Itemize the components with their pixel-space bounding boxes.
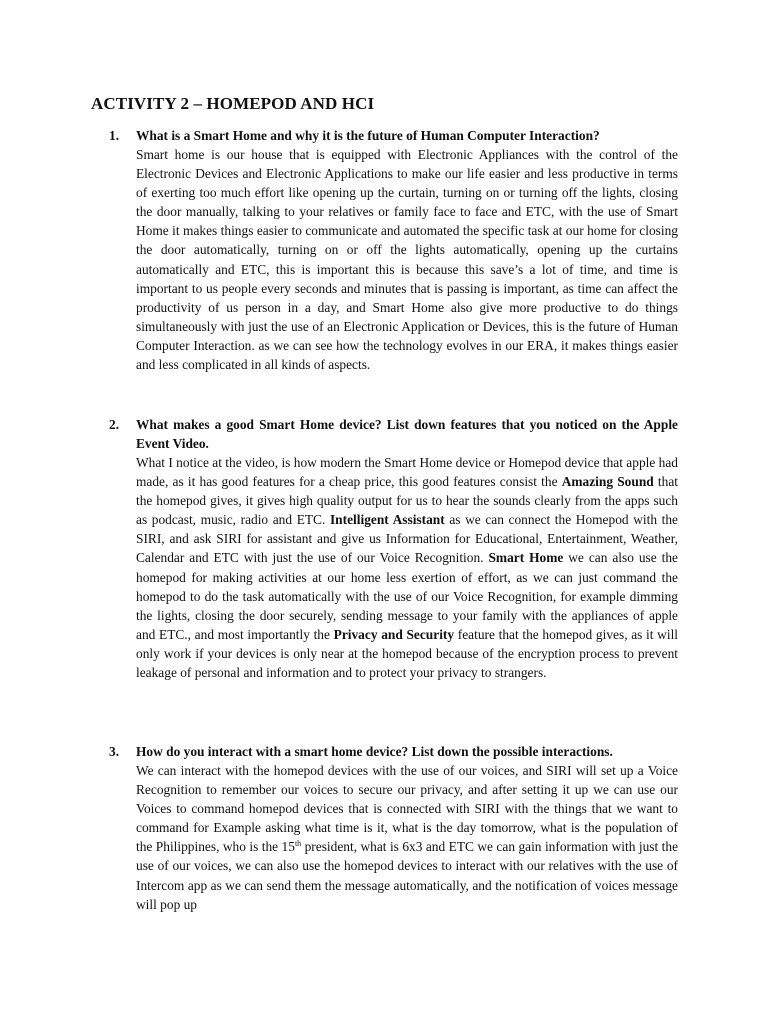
answer-text: feature that the homepod gives, as it will only work if your devices is only near at the homepod because of the encryption process to prevent leakage of personal and information and to protect your privacy to strangers. (136, 626, 679, 681)
question-text: What is a Smart Home and why it is the future of Human Computer Interaction? (136, 128, 600, 143)
answer-text: as we can connect the Homepod with the SIRI, and ask SIRI for assistant and give us Information for Educational, Entertainment, Weather, Calendar and ETC with just the use of our Voice Recognition. (136, 512, 678, 566)
answer-text: president, what is 6x3 and ETC we can gain information with just the use of our voices, we can also use the homepod devices to interact with our relatives with the use of Intercom app as we can send them the message automatically, and the notification of voices message will pop up (136, 839, 679, 912)
answer-text: we can also use the homepod for making activities at our home less exertion of effort, as we can just command the homepod to do the task automatically with the use of our Voice Recognition, for example dimming the lights, closing the door securely, sending message to your family with the appliances of apple and ETC., and most importantly the (136, 550, 678, 642)
document-title: ACTIVITY 2 – HOMEPOD AND HCI (91, 94, 375, 113)
answer-text: We can interact with the homepod devices with the use of our voices, and SIRI will set up a Voice Recognition to remember our voices to secure our privacy, and after setting it up we can use our Voices to command homepod devices that is connected with SIRI with the things that we want to command for Example asking what time is it, what is the day tomorrow, what is the population of the Philippines, who is the 15 (136, 763, 678, 855)
ordinal-suffix: th (294, 839, 302, 849)
question-text: What makes a good Smart Home device? List down features that you noticed on the Apple Event Video. (136, 417, 678, 451)
question-number: 3. (109, 744, 120, 759)
answer-text: What I notice at the video, is how modern the Smart Home device or Homepod device that apple had made, as it has good features for a cheap price, this good features consist the (136, 455, 678, 490)
answer-paragraph-2 (136, 453, 678, 682)
feature-smart-home: Smart Home (488, 550, 564, 566)
question-number: 2. (109, 417, 120, 432)
feature-intelligent-assistant: Intelligent Assistant (329, 512, 445, 528)
question-number: 1. (109, 128, 120, 143)
answer-paragraph-1: Smart home is our house that is equipped with Electronic Appliances with the control of the Electronic Devices and Electronic Applications to make our life easier and less productive in terms of exerting too much effort like opening up the curtain, turning on or turning off the lights, closing the door manually, talking to your relatives or family face to face and ETC, with the use of Smart Home it makes things easier to communicate and automated the specific task at our home for closing the door automatically, turning on or off the lights automatically, opening up the curtains automatically and ETC, this is important this is because this save’s a lot of time, and time is important to us people every seconds and minutes that is passing is important, as time can affect the productivity of us person in a day, and Smart Home also give more productive to do things simultaneously with just the use of an Electronic Application or Devices, this is the future of Human Computer Interaction. as we can see how the technology evolves in our ERA, it makes things easier and less complicated in all kinds of aspects. (136, 147, 678, 373)
feature-privacy-security: Privacy and Security (333, 626, 455, 642)
answer-text: that the homepod gives, it gives high quality output for us to hear the sounds clearly from the apps such as podcast, music, radio and ETC. (136, 474, 678, 528)
feature-amazing-sound: Amazing Sound (561, 474, 654, 490)
answer-paragraph-3 (136, 761, 678, 914)
question-text: How do you interact with a smart home device? List down the possible interactions. (136, 744, 613, 759)
